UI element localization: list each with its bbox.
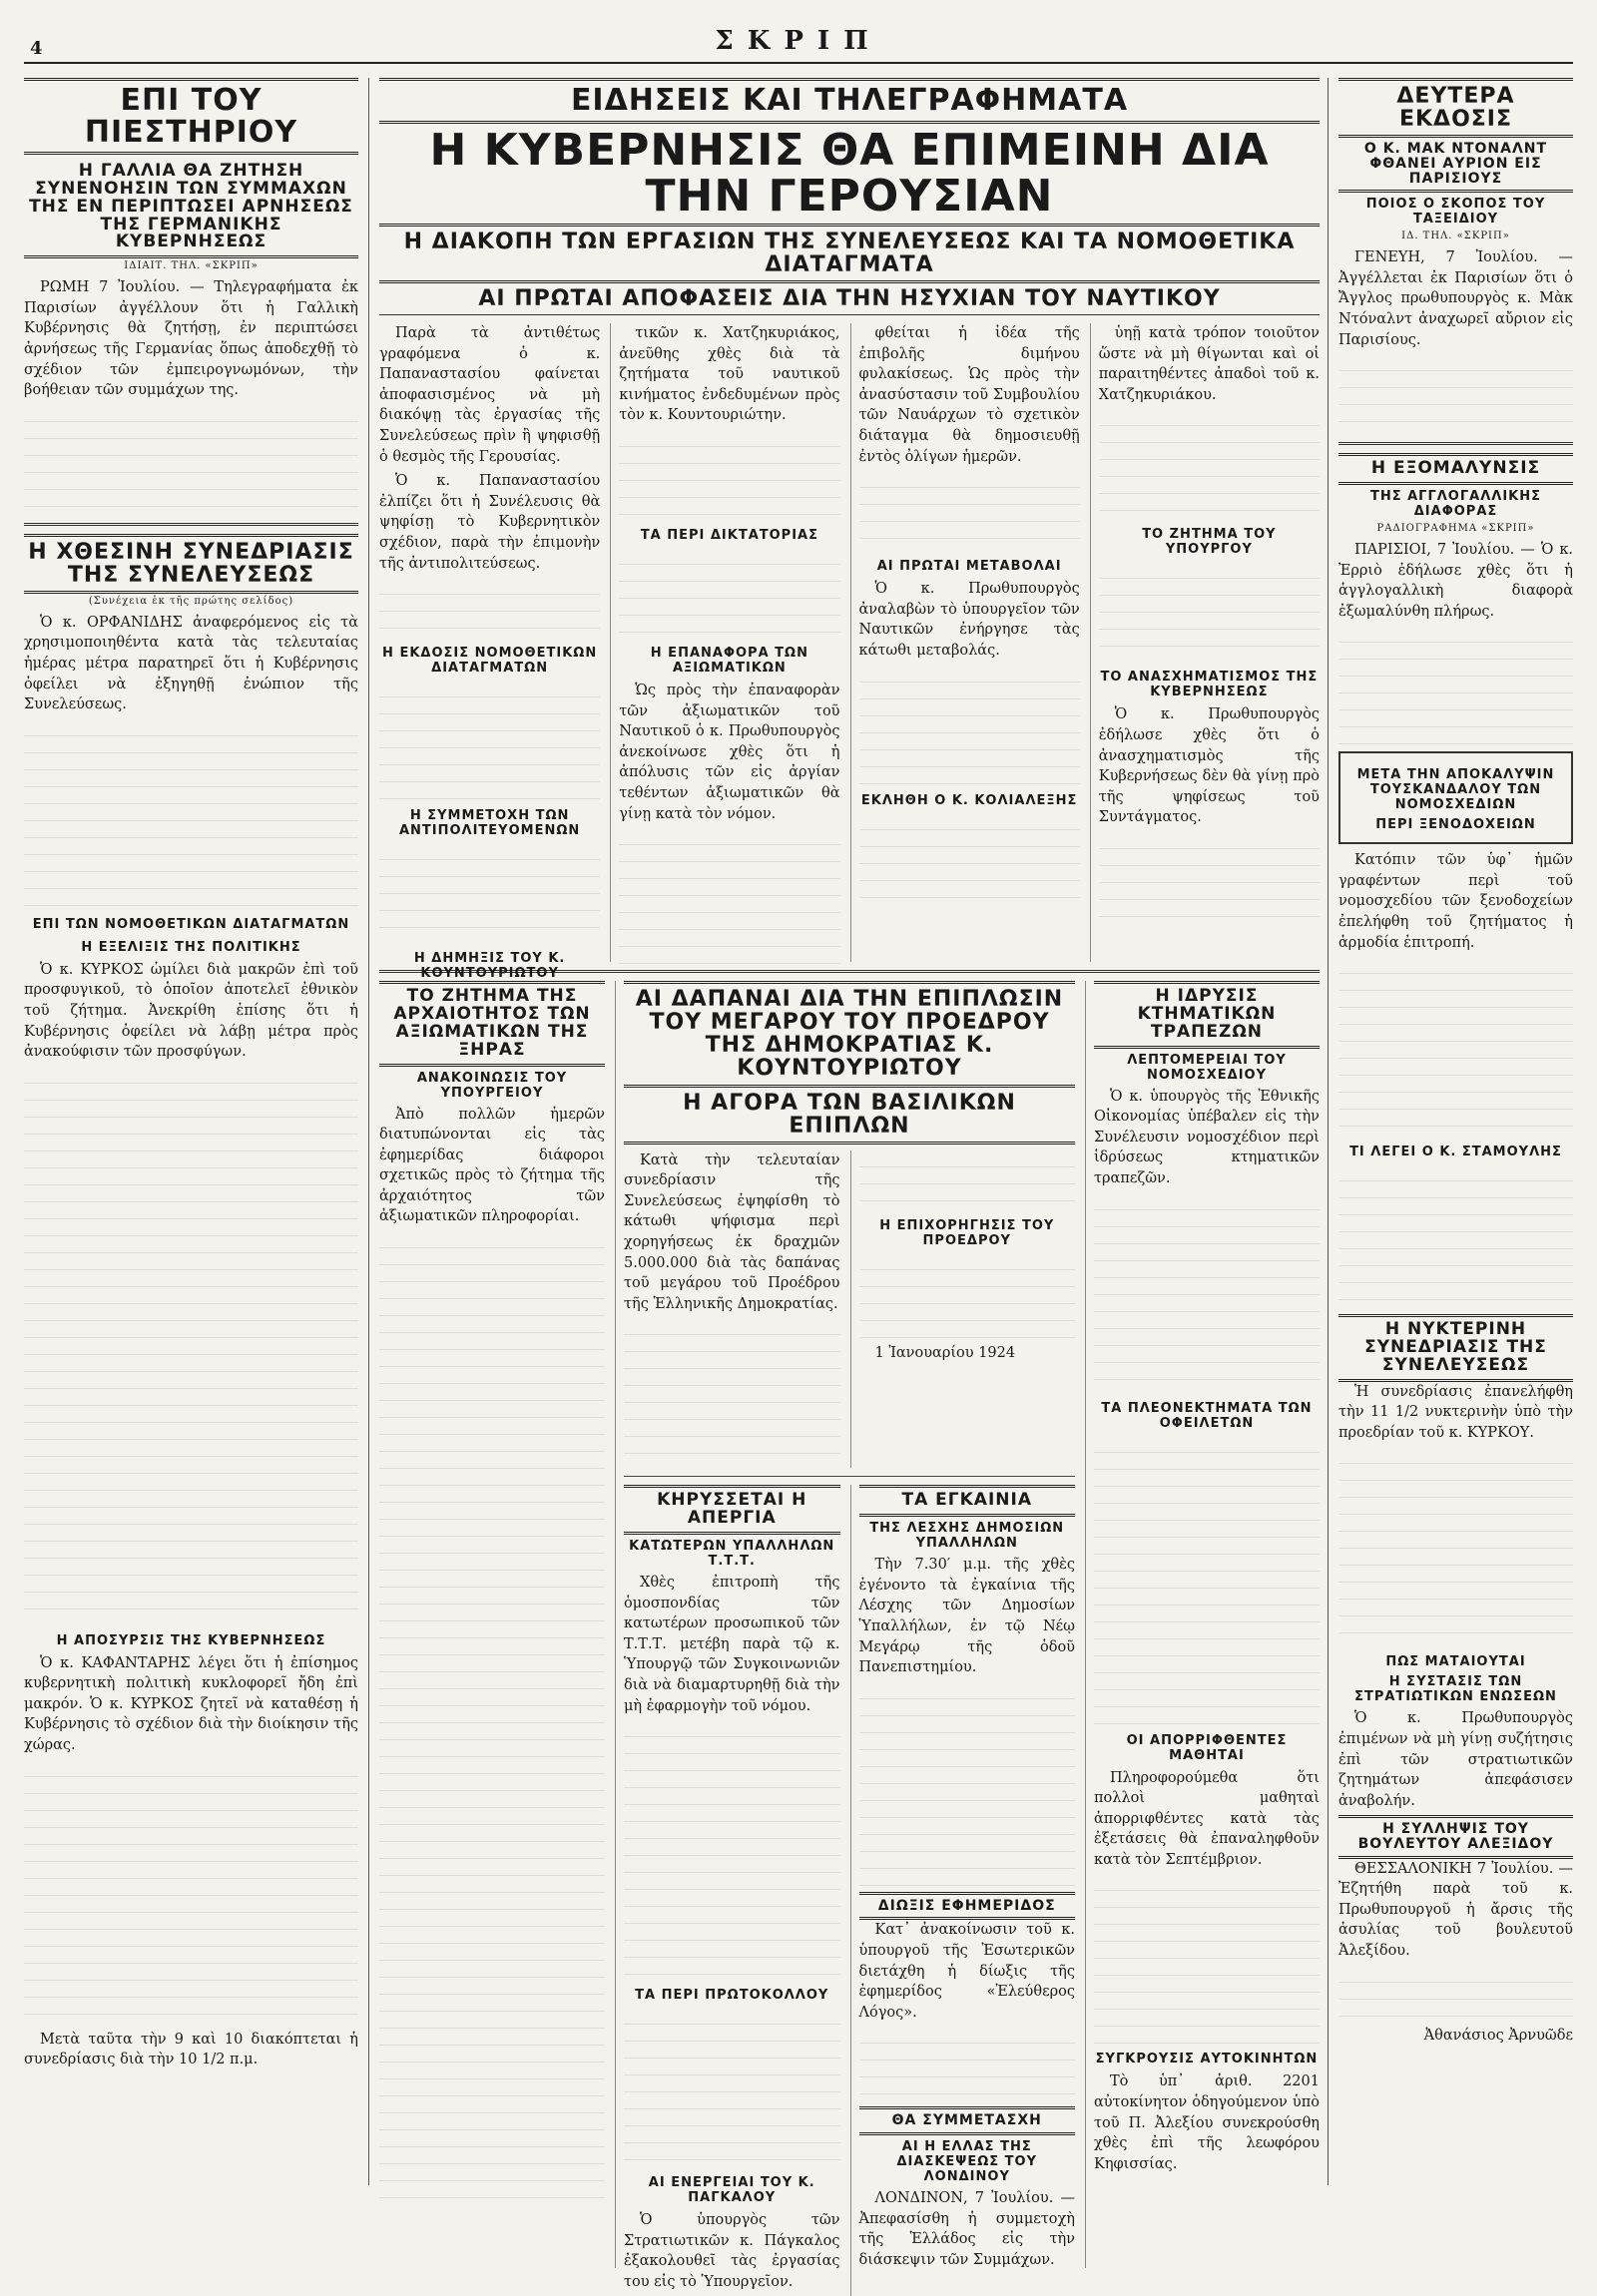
right-banner: ΔΕΥΤΕΡΑ ΕΚΔΟΣΙΣ [1338, 78, 1573, 138]
right-lead-sub: ΠΟΙΟΣ Ο ΣΚΟΠΟΣ ΤΟΥ ΤΑΞΕΙΔΙΟΥ [1365, 197, 1546, 228]
krat-sub2: ΤΑ ΠΛΕΟΝΕΚΤΗΜΑΤΑ ΤΩΝ ΟΦΕΙΛΕΤΩΝ [1101, 1400, 1313, 1431]
center-col-1 [379, 323, 601, 982]
left-lead-credit: ΙΔΙΑΙΤ. ΤΗΛ. «ΣΚΡΙΠ» [124, 260, 259, 272]
center-middle-block [615, 981, 1075, 2290]
left-lower-text-block [24, 1760, 358, 2030]
text-block [1094, 1193, 1320, 1393]
left-extra-text: Ὁ κ. ΚΥΡΚΟΣ ὡμίλει διὰ μακρῶν ἐπὶ τοῦ προσφυγικοῦ, τὸ ὁποῖον ἀποτελεῖ ἐθνικὸν τοῦ ζήτημα. Ἀνεκρίθη ἐπίσης ὅτι ἡ Κυβέρνησις ὀφείλει νὰ λάβῃ μέτρα πρὸς ἀνακούφισιν τῶν προσφύγων. [24, 961, 358, 1061]
text-block [1338, 1966, 1573, 2026]
center-col2-sub: ΤΑ ΠΕΡΙ ΔΙΚΤΑΤΟΡΙΑΣ [640, 528, 818, 544]
center-section [379, 78, 1320, 2290]
newspaper-page [24, 20, 1573, 2290]
exom-text: ΠΑΡΙΣΙΟΙ, 7 Ἰουλίου. — Ὁ κ. Ἐρριὸ ἐδήλωσε χθὲς ὅτι ἡ ἀγγλογαλλικὴ διαφορὰ ἐξωμαλύνθη πλήρως. [1338, 541, 1573, 620]
xen-sign: ΤΙ ΛΕΓΕΙ Ο Κ. ΣΤΑΜΟΥΛΗΣ [1349, 1145, 1562, 1160]
megaro-text: Κατὰ τὴν τελευταίαν συνεδρίασιν τῆς Συνελεύσεως ἐψηφίσθη τὸ κάτωθι ψήφισμα περὶ χορηγήσεως ἐκ δραχμῶν 5.000.000 διὰ τὰς δαπάνας τοῦ μεγάρου τοῦ Προέδρου τῆς Ἑλληνικῆς Δημοκρατίας. [624, 1151, 840, 1312]
night-head: Η ΝΥΚΤΕΡΙΝΗ ΣΥΝΕΔΡΙΑΣΙΣ ΤΗΣ ΣΥΝΕΛΕΥΣΕΩΣ [1338, 1314, 1573, 1382]
xen-sub: ΠΕΡΙ ΞΕΝΟΔΟΧΕΙΩΝ [1375, 817, 1536, 833]
krat-text: Ὁ κ. ὑπουργὸς τῆς Ἐθνικῆς Οἰκονομίας ὑπέβαλεν εἰς τὴν Συνέλευσιν νομοσχέδιον περὶ ἱδρύσεως κτηματικῶν τραπεζῶν. [1094, 1088, 1320, 1186]
center-main-headline: Η ΚΥΒΕΡΝΗΣΙΣ ΘΑ ΕΠΙΜΕΙΝΗ ΔΙΑ ΤΗΝ ΓΕΡΟΥΣΙΑΝ [379, 124, 1320, 227]
megaro-headline: ΑΙ ΔΑΠΑΝΑΙ ΔΙΑ ΤΗΝ ΕΠΙΠΛΩΣΙΝ ΤΟΥ ΜΕΓΑΡΟΥ ΤΟΥ ΠΡΟΕΔΡΟΥ ΤΗΣ ΔΗΜΟΚΡΑΤΙΑΣ Κ. ΚΟΥΝΤΟΥΡΙΩΤΟΥ [624, 981, 1075, 1087]
strike-column [624, 1485, 840, 2296]
center-banner: ΕΙΔΗΣΕΙΣ ΚΑΙ ΤΗΛΕΓΡΑΦΗΜΑΤΑ [379, 78, 1320, 124]
left-lower-head: Η ΑΠΟΣΥΡΣΙΣ ΤΗΣ ΚΥΒΕΡΝΗΣΕΩΣ [56, 1632, 326, 1648]
megaro-col-b [850, 1150, 1076, 1469]
left-lower-text: Ὁ κ. ΚΑΦΑΝΤΑΡΗΣ λέγει ὅτι ἡ ἐπίσημος κυβερνητικὴ πολιτικὴ κυκλοφορεῖ ἤδη ἐπὶ μακρόν. Ὁ κ. ΚΥΡΚΟΣ ζητεῖ νὰ καταθέσῃ ἡ Κυβέρνησις τὸ σχέδιον διὰ τὴν διοίκησιν τῆς χώρας. [24, 1654, 358, 1753]
divider [24, 523, 358, 526]
krat-sub: ΛΕΠΤΟΜΕΡΕΙΑΙ ΤΟΥ ΝΟΜΟΣΧΕΔΙΟΥ [1127, 1052, 1287, 1083]
arch-text: Ἀπὸ πολλῶν ἡμερῶν διατυπώνονται εἰς τὰς ἐφημερίδας διάφοροι σχετικῶς πρὸς τὸ ζήτημα τῆς ἀρχαιότητος τῶν ἀξιωματικῶν πληροφορίαι. [379, 1106, 605, 1225]
text-block [1099, 832, 1320, 922]
center-col2-text2: Ὡς πρὸς τὴν ἐπαναφορὰν τῶν ἀξιωματικῶν τοῦ Ναυτικοῦ ὁ κ. Πρωθυπουργὸς ἀνεκοίνωσε χθὲς ὅτι ἡ ἀπόλυσις τῶν εἰς ἀργίαν τεθέντων ἀξιωματικῶν θὰ γίνῃ κατὰ τὸν νόμον. [619, 683, 840, 822]
center-third-headline: ΑΙ ΠΡΩΤΑΙ ΑΠΟΦΑΣΕΙΣ ΔΙΑ ΤΗΝ ΗΣΥΧΙΑΝ ΤΟΥ ΝΑΥΤΙΚΟΥ [379, 283, 1320, 315]
exom-sub: ΤΗΣ ΑΓΓΛΟΓΑΛΛΙΚΗΣ ΔΙΑΦΟΡΑΣ [1369, 488, 1542, 519]
encaenia-head: ΤΑ ΕΓΚΑΙΝΙΑ [859, 1485, 1076, 1517]
left-extra-text-block [24, 1067, 358, 1625]
center-col1-sub: Η ΕΚΔΟΣΙΣ ΝΟΜΟΘΕΤΙΚΩΝ ΔΙΑΤΑΓΜΑΤΩΝ [382, 646, 598, 677]
left-second-headline: Η ΧΘΕΣΙΝΗ ΣΥΝΕΔΡΙΑΣΙΣ ΤΗΣ ΣΥΝΕΛΕΥΣΕΩΣ [24, 534, 358, 594]
apor-head: ΟΙ ΑΠΟΡΡΙΦΘΕΝΤΕΣ ΜΑΘΗΤΑΙ [1126, 1732, 1288, 1763]
newspaper-name: ΣΚΡΙΠ [715, 26, 882, 56]
left-column [24, 78, 369, 2185]
left-lead-text-block [24, 405, 358, 515]
arrest-sign: Ἀθανάσιος Ἀρνυῶδε [1423, 2027, 1573, 2044]
center-col-3 [850, 323, 1080, 962]
strike-headline: ΚΗΡΥΣΣΕΤΑΙ Η ΑΠΕΡΓΙΑ [624, 1485, 840, 1535]
left-closing-text: Μετὰ ταῦτα τὴν 9 καὶ 10 διακόπτεται ἡ συνεδρίασις διὰ τὴν 10 1/2 π.μ. [24, 2031, 358, 2068]
text-block [1094, 1874, 1320, 2044]
text-block [1099, 409, 1320, 519]
strike-sub: ΚΑΤΩΤΕΡΩΝ ΥΠΑΛΛΗΛΩΝ Τ.Τ.Τ. [629, 1539, 835, 1570]
arrest-text: ΘΕΣΣΑΛΟΝΙΚΗ 7 Ἰουλίου. — Ἐζητήθη παρὰ τοῦ κ. Πρωθυπουργοῦ ἡ ἄρσις τῆς ἀσυλίας τοῦ βουλευτοῦ Ἀλεξίδου. [1338, 1860, 1573, 1960]
text-block [859, 1150, 1076, 1210]
text-block [379, 578, 600, 638]
center-col1-text: Παρὰ τὰ ἀντιθέτως γραφόμενα ὁ κ. Παπαναστασίου φαίνεται ἀποφασισμένος νὰ μὴ διακόψῃ τὰς ἐργασίας τῆς Συνελεύσεως πρὶν ἢ ψηφισθῇ ὁ θεσμὸς τῆς Γερουσίας. [379, 325, 601, 465]
mat-text: Ὁ κ. Πρωθυπουργὸς ἐπιμένων νὰ μὴ γίνῃ συζήτησις ἐπὶ τῶν στρατιωτικῶν ζητημάτων ἀπεφάσισεν ἀναβολήν. [1338, 1710, 1573, 1809]
xen-text: Κατόπιν τῶν ὑφ᾽ ἡμῶν γραφέντων περὶ τοῦ νομοσχεδίου τῶν ξενοδοχείων ἐπελήφθη τοῦ ζητήματος ἡ ἁρμοδία ἐπιτροπή. [1338, 852, 1573, 951]
strike-text: Χθὲς ἐπιτροπὴ τῆς ὁμοσπονδίας τῶν κατωτέρων προσωπικοῦ τῶν Τ.Τ.Τ. μετέβη παρὰ τῷ κ. Ὑπουργῷ τῶν Συγκοινωνιῶν διὰ νὰ διαμαρτυρηθῇ διὰ τὴν μὴ ἐφαρμογὴν τοῦ νόμου. [624, 1575, 840, 1714]
center-archaeo-column [379, 981, 605, 2268]
megaro-columns [624, 1150, 1075, 1469]
left-lead-headline: Η ΓΑΛΛΙΑ ΘΑ ΖΗΤΗΣΗ ΣΥΝΕΝΟΗΣΙΝ ΤΩΝ ΣΥΜΜΑΧΩΝ ΤΗΣ ΕΝ ΠΕΡΙΠΤΩΣΕΙ ΑΡΝΗΣΕΩΣ ΤΗΣ ΓΕΡΜΑΝΙΚΗΣ ΚΥΒΕΡΝΗΣΕΩΣ [24, 159, 358, 258]
exom-credit: ΡΑΔΙΟΓΡΑΦΗΜΑ «ΣΚΡΙΠ» [1376, 522, 1535, 534]
xen-box [1338, 751, 1573, 844]
center-col1-sub2: Η ΣΥΜΜΕΤΟΧΗ ΤΩΝ ΑΝΤΙΠΟΛΙΤΕΥΟΜΕΝΩΝ [398, 808, 581, 839]
left-lead-text: ΡΩΜΗ 7 Ἰουλίου. — Τηλεγραφήματα ἐκ Παρισίων ἀγγέλλουν ὅτι ἡ Γαλλικὴ Κυβέρνησις θὰ ζητήσῃ, ἐν περιπτώσει ἀρνήσεως τῆς Γερμανίας ὅπως ἀποδεχθῇ τὸ σχέδιον τῶν ἐμπειρογνωμόνων, τὴν βοήθειαν τῶν συμμάχων της. [24, 279, 358, 399]
right-column [1328, 78, 1573, 2185]
london-head: ΘΑ ΣΥΜΜΕΤΑΣΧΗ [859, 2106, 1076, 2135]
center-right-block [1085, 981, 1320, 2268]
text-block [379, 681, 600, 800]
megaro-sub2: Η ΕΠΙΧΟΡΗΓΗΣΙΣ ΤΟΥ ΠΡΟΕΔΡΟΥ [879, 1217, 1055, 1248]
center-col3-text: φθείται ἡ ἰδέα τῆς ἐπιβολῆς διμήνου φυλακίσεως. Ὡς πρὸς τὴν ἀνασύστασιν τοῦ Συμβουλίου τῶν Ναυάρχων τὸ σχετικὸν διάταγμα θὰ δημοσιευθῇ ἐντὸς ὀλίγων ἡμερῶν. [858, 325, 1080, 465]
text-block [379, 1231, 605, 2209]
text-block [1338, 626, 1573, 745]
mat-sub: Η ΣΥΣΤΑΣΙΣ ΤΩΝ ΣΤΡΑΤΙΩΤΙΚΩΝ ΕΝΩΣΕΩΝ [1354, 1674, 1557, 1705]
page-number: 4 [30, 38, 43, 59]
divider [1338, 442, 1573, 445]
krat-head: Η ΙΔΡΥΣΙΣ ΚΤΗΜΑΤΙΚΩΝ ΤΡΑΠΕΖΩΝ [1094, 981, 1320, 1049]
text-block [1338, 354, 1573, 434]
center-col3-sub: ΑΙ ΠΡΩΤΑΙ ΜΕΤΑΒΟΛΑΙ [876, 559, 1062, 575]
center-col-4 [1090, 323, 1320, 962]
center-bottom-columns [379, 981, 1320, 2290]
center-col4-text2: Ὁ κ. Πρωθυπουργὸς ἐδήλωσε χθὲς ὅτι ὁ ἀνασχηματισμὸς τῆς Κυβερνήσεως δὲν θὰ γίνῃ πρὸ τῆς ψηφίσεως τοῦ Συντάγματος. [1098, 706, 1320, 826]
text-block [619, 828, 839, 968]
xen-head: ΜΕΤΑ ΤΗΝ ΑΠΟΚΑΛΥΨΙΝ ΤΟΥΣΚΑΝΔΑΛΟΥ ΤΩΝ ΝΟΜΟΣΧΕΔΙΩΝ [1356, 767, 1555, 813]
center-col2-text: τικῶν κ. Χατζηκυριάκος, ἀνεῦθης χθὲς διὰ τὰ ζητήματα τοῦ ναυτικοῦ κινήματος ἐνδεδυμένων πρὸς τὸν κ. Κουντουριώτην. [619, 325, 840, 424]
pangalos-text: Ὁ ὑπουργὸς τῶν Στρατιωτικῶν κ. Πάγκαλος ἐξακολουθεῖ τὰς ἐργασίας του εἰς τὸ Ὑπουργεῖον. [624, 2212, 840, 2290]
night-text: Ἡ συνεδρίασις ἐπανελήφθη τὴν 11 1/2 νυκτερινὴν ὑπὸ τὴν προεδρίαν τοῦ κ. ΚΥΡΚΟΥ. [1338, 1383, 1573, 1441]
text-block [1338, 1447, 1573, 1646]
text-block [624, 1720, 840, 1980]
arrest-head: Η ΣΥΛΛΗΨΙΣ ΤΟΥ ΒΟΥΛΕΥΤΟΥ ΑΛΕΞΙΔΟΥ [1338, 1815, 1573, 1858]
masthead [24, 20, 1573, 64]
encaenia-sub: ΤΗΣ ΛΕΣΧΗΣ ΔΗΜΟΣΙΩΝ ΥΠΑΛΛΗΛΩΝ [869, 1521, 1065, 1552]
center-col4-text: ὑηῇ κατὰ τρόπον τοιοῦτον ὥστε νὰ μὴ θίγωνται καὶ οἱ παραιτηθέντες ἀπαδοὶ τοῦ κ. Χατζηκυριάκου. [1098, 325, 1320, 403]
center-col-2 [610, 323, 839, 962]
left-banner: ΕΠΙ ΤΟΥ ΠΙΕΣΤΗΡΙΟΥ [24, 78, 358, 155]
encaenia-column [850, 1485, 1076, 2296]
exom-head: Η ΕΞΟΜΑΛΥΝΣΙΣ [1338, 453, 1573, 485]
synkr-text: Τὸ ὑπ᾽ ἀριθ. 2201 αὐτοκίνητον ὁδηγούμενον ὑπὸ τοῦ Π. Ἀλεξίου συνεκρούσθη χθὲς ἐπὶ τῆς λεωφόρου Κηφισσίας. [1094, 2073, 1320, 2172]
protocol-head: ΤΑ ΠΕΡΙ ΠΡΩΤΟΚΟΛΛΟΥ [635, 1988, 829, 2004]
dioxis-text: Κατ᾽ ἀνακοίνωσιν τοῦ κ. ὑπουργοῦ τῆς Ἐσωτερικῶν διετάχθη ἡ δίωξις τῆς ἐφημερίδος «Ἐλεύθερος Λόγος». [858, 1922, 1075, 2021]
left-decree-sub: Η ΕΞΕΛΙΞΙΣ ΤΗΣ ΠΟΛΙΤΙΚΗΣ [81, 939, 301, 955]
left-second-sub: (Συνέχεια ἐκ τῆς πρώτης σελίδος) [88, 595, 294, 607]
center-col2-sub2: Η ΕΠΑΝΑΦΟΡΑ ΤΩΝ ΑΞΙΩΜΑΤΙΚΩΝ [650, 646, 808, 677]
megaro-sub: Η ΑΓΟΡΑ ΤΩΝ ΒΑΣΙΛΙΚΩΝ ΕΠΙΠΛΩΝ [624, 1088, 1075, 1145]
left-second-text-block [24, 719, 358, 909]
mat-head: ΠΩΣ ΜΑΤΑΙΟΥΤΑΙ [1385, 1654, 1526, 1670]
synkr-head: ΣΥΓΚΡΟΥΣΙΣ ΑΥΤΟΚΙΝΗΤΩΝ [1095, 2052, 1319, 2067]
left-decree-head: ΕΠΙ ΤΩΝ ΝΟΜΟΘΕΤΙΚΩΝ ΔΙΑΤΑΓΜΑΤΩΝ [32, 916, 350, 932]
text-block [1338, 1164, 1573, 1314]
text-block [624, 2008, 840, 2167]
center-second-headline: Η ΔΙΑΚΟΠΗ ΤΩΝ ΕΡΓΑΣΙΩΝ ΤΗΣ ΣΥΝΕΛΕΥΣΕΩΣ ΚΑΙ ΤΑ ΝΟΜΟΘΕΤΙΚΑ ΔΙΑΤΑΓΜΑΤΑ [379, 227, 1320, 283]
text-block [1094, 1436, 1320, 1725]
center-col4-sub2: ΤΟ ΑΝΑΣΧΗΜΑΤΙΣΜΟΣ ΤΗΣ ΚΥΒΕΡΝΗΣΕΩΣ [1100, 670, 1319, 700]
center-col1-sub3: Η ΔΗΜΗΞΙΣ ΤΟΥ Κ. ΚΟΥΝΤΟΥΡΙΩΤΟΥ [413, 951, 566, 982]
megaro-col-a [624, 1150, 840, 1469]
apor-text: Πληροφορούμεθα ὅτι πολλοὶ μαθηταὶ ἀπορριφθέντες κατὰ τὰς ἐξετάσεις θὰ ἐπαναληφθοῦν κατὰ τὸν Σεπτέμβριον. [1094, 1769, 1320, 1868]
encaenia-text: Τὴν 7.30′ μ.μ. τῆς χθὲς ἐγένοντο τὰ ἐγκαίνια τῆς Λέσχης τῶν Δημοσίων Ὑπαλλήλων, ἐν τῷ Νέῳ Μεγάρῳ τῆς ὁδοῦ Πανεπιστημίου. [858, 1557, 1075, 1676]
arch-sub: ΑΝΑΚΟΙΝΩΣΙΣ ΤΟΥ ΥΠΟΥΡΓΕΙΟΥ [416, 1070, 568, 1101]
text-block [859, 813, 1080, 903]
divider [624, 1476, 1075, 1477]
center-col3-sub2: ΕΚΛΗΘΗ Ο Κ. ΚΟΛΙΑΛΕΞΗΣ [860, 792, 1078, 808]
text-block [859, 2027, 1076, 2106]
right-lead-credit: ΙΔ. ΤΗΛ. «ΣΚΡΙΠ» [1401, 230, 1510, 242]
text-block [859, 1682, 1076, 1892]
arch-headline: ΤΟ ΖΗΤΗΜΑ ΤΗΣ ΑΡΧΑΙΟΤΗΤΟΣ ΤΩΝ ΑΞΙΩΜΑΤΙΚΩΝ ΤΗΣ ΞΗΡΑΣ [379, 981, 605, 1066]
pangalos-head: ΑΙ ΕΝΕΡΓΕΙΑΙ ΤΟΥ Κ. ΠΑΓΚΑΛΟΥ [648, 2175, 815, 2206]
text-block [624, 1318, 840, 1468]
center-col3-text2: Ὁ κ. Πρωθυπουργὸς ἀναλαβὼν τὸ ὑπουργεῖον τῶν Ναυτικῶν ἐνήργησε τὰς κάτωθι μεταβολάς. [858, 581, 1080, 659]
left-second-text: Ὁ κ. ΟΡΦΑΝΙΔΗΣ ἀναφερόμενος εἰς τὰ χρησιμοποιηθέντα κατὰ τὰς τελευταίας ἡμέρας μέτρα παρατηρεῖ ὅτι ἡ Κυβέρνησις ὀφείλει νὰ ἐξηγηθῇ ἐνώπιον τῆς Συνελεύσεως. [24, 614, 358, 713]
text-block [859, 471, 1080, 551]
center-col4-sub: ΤΟ ΖΗΤΗΜΑ ΤΟΥ ΥΠΟΥΡΓΟΥ [1142, 527, 1277, 558]
right-lead-headline: Ο Κ. ΜΑΚ ΝΤΟΝΑΛΝΤ ΦΘΑΝΕΙ ΑΥΡΙΟΝ ΕΙΣ ΠΑΡΙΣΙΟΥΣ [1338, 138, 1573, 193]
text-block [859, 1253, 1076, 1343]
center-lower-columns [624, 1485, 1075, 2296]
center-top-columns [379, 323, 1320, 982]
text-block [619, 548, 839, 638]
megaro-date: 1 Ἰανουαρίου 1924 [874, 1344, 1016, 1361]
london-text: ΛΟΝΔΙΝΟΝ, 7 Ἰουλίου. — Ἀπεφασίσθη ἡ συμμετοχὴ τῆς Ἑλλάδος εἰς τὴν διάσκεψιν τῶν Συμμάχων. [858, 2189, 1075, 2268]
text-block [379, 843, 600, 943]
text-block [619, 430, 839, 520]
text-block [859, 666, 1080, 785]
text-block [1099, 562, 1320, 662]
right-lead-text: ΓΕΝΕΥΗ, 7 Ἰουλίου. — Ἀγγέλλεται ἐκ Παρισίων ὅτι ὁ Ἄγγλος πρωθυπουργὸς κ. Μὰκ Ντόναλντ ἀναχωρεῖ αὔριον εἰς Παρισίους. [1338, 249, 1573, 348]
center-col1-text2: Ὁ κ. Παπαναστασίου ἐλπίζει ὅτι ἡ Συνέλευσις θὰ ψηφίσῃ τὸ Κυβερνητικὸν σχέδιον, παρὰ τὴν ἐπιμονὴν τῆς ἀντιπολιτεύσεως. [379, 473, 601, 572]
text-block [1338, 957, 1573, 1137]
london-sub: ΑΙ Η ΕΛΛΑΣ ΤΗΣ ΔΙΑΣΚΕΨΕΩΣ ΤΟΥ ΛΟΝΔΙΝΟΥ [896, 2138, 1037, 2184]
dioxis-head: ΔΙΩΞΙΣ ΕΦΗΜΕΡΙΔΟΣ [859, 1892, 1076, 1921]
